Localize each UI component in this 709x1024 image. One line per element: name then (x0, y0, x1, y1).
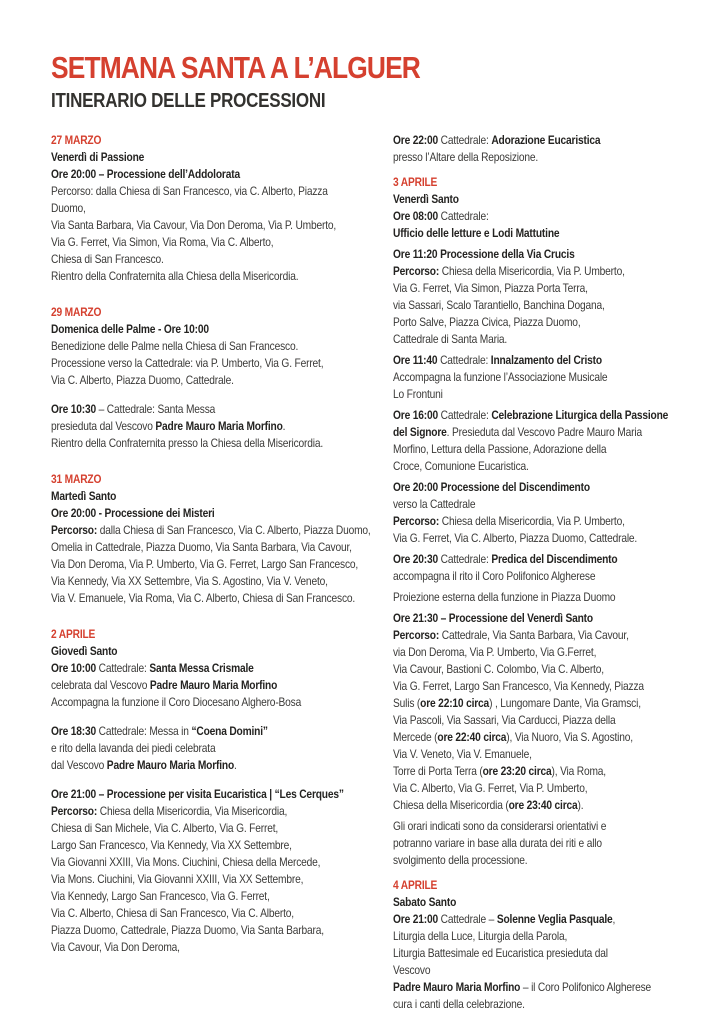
body-text: Cattedrale, Via Santa Barbara, Via Cavour, (439, 628, 629, 642)
body-text: Omelia in Cattedrale, Piazza Duomo, Via Santa Barbara, Via Cavour, (51, 540, 352, 554)
body-text: Processione verso la Cattedrale: via P. Umberto, Via G. Ferret, (51, 356, 324, 370)
bold-text: Ore 21:30 – Processione del Venerdì Santo (393, 611, 593, 625)
text-line (51, 694, 391, 711)
text-line (51, 643, 391, 660)
text-line (393, 644, 709, 661)
bold-text: Domenica delle Palme - Ore 10:00 (51, 322, 209, 336)
body-text: via Don Deroma, Via P. Umberto, Via G.Ferret, (393, 645, 597, 659)
body-text: ). (577, 798, 584, 812)
body-text: Chiesa della Misericordia, Via P. Umberto, (439, 264, 625, 278)
body-text: . (234, 758, 237, 772)
text-line (393, 695, 709, 712)
text-line (51, 401, 391, 418)
paragraph (393, 610, 709, 814)
body-text: Via C. Alberto, Via G. Ferret, Via P. Umberto, (393, 781, 588, 795)
bold-text: Percorso: (51, 523, 98, 537)
text-line (51, 854, 391, 871)
body-text: Via Kennedy, Largo San Francesco, Via G. Ferret, (51, 889, 270, 903)
text-line (393, 225, 709, 242)
body-text: Largo San Francesco, Via Kennedy, Via XX Settembre, (51, 838, 292, 852)
bold-text: “Coena Domini” (191, 724, 268, 738)
body-text: ) , Lungomare Dante, Via Gramsci, (489, 696, 641, 710)
paragraph (393, 894, 709, 1013)
paragraph (51, 321, 391, 389)
text-line (393, 386, 709, 403)
date-heading: 4 APRILE (393, 878, 438, 892)
body-text: , (612, 912, 616, 926)
right-column (393, 132, 709, 1013)
body-text: Liturgia Battesimale ed Eucaristica presieduta dal (393, 946, 608, 960)
text-line (393, 996, 709, 1013)
body-text: . Presieduta dal Vescovo Padre Mauro Maria (446, 425, 642, 439)
bold-text: Padre Mauro Maria Morfino (155, 419, 283, 433)
bold-text: Santa Messa Crismale (149, 661, 254, 675)
text-line (51, 677, 391, 694)
body-text: Chiesa della Misericordia ( (393, 798, 509, 812)
date-heading: 29 MARZO (51, 305, 102, 319)
date-heading: 27 MARZO (51, 133, 102, 147)
body-text: Vescovo (393, 963, 431, 977)
text-line (51, 573, 391, 590)
body-text: Torre di Porta Terra ( (393, 764, 483, 778)
text-line (393, 208, 709, 225)
body-text: Chiesa di San Michele, Via C. Alberto, Via G. Ferret, (51, 821, 279, 835)
bold-text: Ore 20:00 Processione del Discendimento (393, 480, 590, 494)
text-line (51, 505, 391, 522)
text-line (393, 246, 709, 263)
text-line (393, 263, 709, 280)
paragraph (51, 723, 391, 774)
bold-text: ore 22:40 circa (437, 730, 507, 744)
body-text: Via V. Emanuele, Via Roma, Via C. Alberto, Chiesa di San Francesco. (51, 591, 356, 605)
text-line (393, 352, 709, 369)
text-line (393, 979, 709, 996)
body-text: Percorso: dalla Chiesa di San Francesco, via C. Alberto, Piazza (51, 184, 328, 198)
text-line (51, 418, 391, 435)
date-heading: 3 APRILE (393, 175, 438, 189)
body-text: . (282, 419, 286, 433)
paragraph (393, 479, 709, 547)
body-text: celebrata dal Vescovo (51, 678, 150, 692)
text-line (51, 268, 391, 285)
text-line (393, 763, 709, 780)
text-line (393, 852, 709, 869)
bold-text: Celebrazione Liturgica della Passione (491, 408, 669, 422)
text-line (51, 372, 391, 389)
body-text: potranno variare in base alla durata dei riti e allo (393, 836, 602, 850)
bold-text: Ore 20:30 (393, 552, 441, 566)
body-text: – Cattedrale: Santa Messa (95, 402, 216, 416)
text-line (393, 149, 709, 166)
bold-text: Ore 10:00 (51, 661, 99, 675)
body-text: Via Don Deroma, Via P. Umberto, Via G. Ferret, Largo San Francesco, (51, 557, 359, 571)
text-line (51, 488, 391, 505)
bold-text: Ore 18:30 (51, 724, 99, 738)
paragraph (51, 401, 391, 452)
paragraph (51, 149, 391, 285)
text-line (393, 835, 709, 852)
text-line (51, 556, 391, 573)
bold-text: Padre Mauro Maria Morfino (149, 678, 278, 692)
paragraph (51, 643, 391, 711)
bold-text: Ore 21:00 – Processione per visita Eucaristica | “Les Cerques” (51, 787, 344, 801)
body-text: Via G. Ferret, Via Simon, Piazza Porta Terra, (393, 281, 588, 295)
text-line (393, 479, 709, 496)
paragraph (393, 132, 709, 166)
body-text: dalla Chiesa di San Francesco, Via C. Alberto, Piazza Duomo, (97, 523, 371, 537)
bold-text: Ore 21:00 (393, 912, 441, 926)
body-text: Via Giovanni XXIII, Via Mons. Ciuchini, Chiesa della Mercede, (51, 855, 321, 869)
body-text: Cattedrale: Messa in (98, 724, 192, 738)
bold-text: Percorso: (393, 628, 440, 642)
body-text: Chiesa della Misericordia, Via P. Umberto, (439, 514, 625, 528)
bold-text: ore 22:10 circa (420, 696, 490, 710)
page-subtitle: ITINERARIO DELLE PROCESSIONI (51, 89, 326, 112)
bold-text: Percorso: (393, 514, 440, 528)
bold-text: Ore 08:00 (393, 209, 441, 223)
paragraph (51, 488, 391, 607)
body-text: Via Kennedy, Via XX Settembre, Via S. Agostino, Via V. Veneto, (51, 574, 328, 588)
text-line (51, 217, 391, 234)
text-line (393, 513, 709, 530)
body-text: Cattedrale: (440, 209, 489, 223)
text-line (393, 496, 709, 513)
text-line (393, 424, 709, 441)
body-text: Piazza Duomo, Cattedrale, Piazza Duomo, Via Santa Barbara, (51, 923, 324, 937)
text-line (51, 355, 391, 372)
bold-text: Martedì Santo (51, 489, 117, 503)
bold-text: ore 23:20 circa (482, 764, 552, 778)
body-text: Via G. Ferret, Via Simon, Via Roma, Via C. Alberto, (51, 235, 274, 249)
bold-text: Giovedì Santo (51, 644, 118, 658)
bold-text: Sabato Santo (393, 895, 457, 909)
body-text: Via Cavour, Via Don Deroma, (51, 940, 180, 954)
text-line (393, 610, 709, 627)
body-text: Chiesa di San Francesco. (51, 252, 164, 266)
body-text: ), Via Nuoro, Via S. Agostino, (506, 730, 633, 744)
paragraph (393, 246, 709, 348)
body-text: Porto Salve, Piazza Civica, Piazza Duomo, (393, 315, 581, 329)
text-line (51, 786, 391, 803)
body-text: via Sassari, Scalo Tarantiello, Banchina Dogana, (393, 298, 605, 312)
paragraph (393, 407, 709, 475)
body-text: presieduta dal Vescovo (51, 419, 156, 433)
body-text: Accompagna la funzione il Coro Diocesano Alghero-Bosa (51, 695, 302, 709)
text-line (51, 251, 391, 268)
body-text: Cattedrale di Santa Maria. (393, 332, 508, 346)
bold-text: Ore 10:30 (51, 402, 96, 416)
body-text: dal Vescovo (51, 758, 107, 772)
body-text: Rientro della Confraternita presso la Chiesa della Misericordia. (51, 436, 324, 450)
bold-text: del Signore (393, 425, 447, 439)
text-line (393, 911, 709, 928)
text-line (393, 780, 709, 797)
body-text: Cattedrale: (440, 552, 492, 566)
paragraph (393, 191, 709, 242)
text-line (393, 962, 709, 979)
body-text: svolgimento della processione. (393, 853, 528, 867)
bold-text: Ufficio delle letture e Lodi Mattutine (393, 226, 560, 240)
text-line (393, 132, 709, 149)
body-text: Via G. Ferret, Via C. Alberto, Piazza Duomo, Cattedrale. (393, 531, 638, 545)
text-line (51, 539, 391, 556)
body-text: Sulis ( (393, 696, 421, 710)
bold-text: Ore 16:00 (393, 408, 441, 422)
body-text: Liturgia della Luce, Liturgia della Parola, (393, 929, 568, 943)
body-text: Via Mons. Ciuchini, Via Giovanni XXIII, Via XX Settembre, (51, 872, 304, 886)
body-text: Cattedrale: (440, 353, 491, 367)
text-line (51, 820, 391, 837)
text-line (51, 590, 391, 607)
text-line (51, 939, 391, 956)
paragraph (51, 786, 391, 956)
bold-text: Innalzamento del Cristo (490, 353, 602, 367)
body-text: Via Cavour, Bastioni C. Colombo, Via C. Alberto, (393, 662, 604, 676)
bold-text: Ore 20:00 - Processione dei Misteri (51, 506, 215, 520)
text-line (51, 837, 391, 854)
text-line (393, 627, 709, 644)
body-text: – il Coro Polifonico Algherese (520, 980, 652, 994)
body-text: Croce, Comunione Eucaristica. (393, 459, 529, 473)
text-line (393, 729, 709, 746)
body-text: Via V. Veneto, Via V. Emanuele, (393, 747, 532, 761)
text-line (393, 661, 709, 678)
text-line (393, 551, 709, 568)
text-line (393, 331, 709, 348)
body-text: Via Pascoli, Via Sassari, Via Carducci, Piazza della (393, 713, 616, 727)
left-column (51, 132, 391, 956)
bold-text: Venerdì di Passione (51, 150, 145, 164)
body-text: Accompagna la funzione l’Associazione Musicale (393, 370, 608, 384)
bold-text: Padre Mauro Maria Morfino (106, 758, 235, 772)
text-line (51, 435, 391, 452)
body-text: verso la Cattedrale (393, 497, 476, 511)
text-line (51, 871, 391, 888)
body-text: Via Santa Barbara, Via Cavour, Via Don Deroma, Via P. Umberto, (51, 218, 337, 232)
paragraph (393, 352, 709, 403)
body-text: ), Via Roma, (551, 764, 606, 778)
text-line (51, 183, 391, 200)
text-line (51, 660, 391, 677)
bold-text: Ore 11:40 (393, 353, 441, 367)
paragraph (393, 818, 709, 869)
text-line (393, 746, 709, 763)
text-line (393, 530, 709, 547)
text-line (393, 928, 709, 945)
body-text: Cattedrale: (440, 133, 492, 147)
text-line (393, 894, 709, 911)
date-heading: 31 MARZO (51, 472, 102, 486)
body-text: Chiesa della Misericordia, Via Misericordia, (97, 804, 288, 818)
text-line (393, 945, 709, 962)
text-line (393, 407, 709, 424)
bold-text: Padre Mauro Maria Morfino (393, 980, 521, 994)
paragraph (393, 551, 709, 585)
text-line (51, 166, 391, 183)
text-line (393, 818, 709, 835)
body-text: accompagna il rito il Coro Polifonico Algherese (393, 569, 596, 583)
body-text: Via G. Ferret, Largo San Francesco, Via Kennedy, Piazza (393, 679, 644, 693)
text-line (51, 757, 391, 774)
body-text: Via C. Alberto, Piazza Duomo, Cattedrale. (51, 373, 234, 387)
body-text: e rito della lavanda dei piedi celebrata (51, 741, 216, 755)
body-text: Proiezione esterna della funzione in Piazza Duomo (393, 590, 616, 604)
text-line (51, 522, 391, 539)
text-line (51, 803, 391, 820)
bold-text: Predica del Discendimento (491, 552, 618, 566)
text-line (393, 369, 709, 386)
date-heading: 2 APRILE (51, 627, 96, 641)
text-line (51, 922, 391, 939)
body-text: Cattedrale – (440, 912, 497, 926)
body-text: Duomo, (51, 201, 86, 215)
body-text: Morfino, Lettura della Passione, Adorazione della (393, 442, 607, 456)
body-text: presso l’Altare della Reposizione. (393, 150, 539, 164)
text-line (51, 905, 391, 922)
text-line (51, 888, 391, 905)
text-line (393, 314, 709, 331)
text-line (393, 191, 709, 208)
body-text: Rientro della Confraternita alla Chiesa della Misericordia. (51, 269, 299, 283)
text-line (393, 297, 709, 314)
bold-text: Ore 22:00 (393, 133, 441, 147)
body-text: Mercede ( (393, 730, 438, 744)
body-text: Via C. Alberto, Chiesa di San Francesco, Via C. Alberto, (51, 906, 294, 920)
text-line (51, 321, 391, 338)
page-header (51, 52, 493, 112)
body-text: Lo Frontuni (393, 387, 443, 401)
text-line (393, 568, 709, 585)
text-line (51, 149, 391, 166)
bold-text: Ore 20:00 – Processione dell’Addolorata (51, 167, 240, 181)
bold-text: Ore 11:20 Processione della Via Crucis (393, 247, 575, 261)
body-text: Cattedrale: (98, 661, 150, 675)
text-line (51, 338, 391, 355)
text-line (393, 589, 709, 606)
text-line (393, 280, 709, 297)
body-text: cura i canti della celebrazione. (393, 997, 525, 1011)
text-line (393, 678, 709, 695)
text-line (51, 234, 391, 251)
bold-text: Venerdì Santo (393, 192, 459, 206)
bold-text: Percorso: (393, 264, 440, 278)
text-line (393, 797, 709, 814)
text-line (393, 458, 709, 475)
bold-text: Adorazione Eucaristica (491, 133, 601, 147)
text-line (51, 723, 391, 740)
body-text: Cattedrale: (440, 408, 492, 422)
bold-text: Percorso: (51, 804, 98, 818)
page-title: SETMANA SANTA A L’ALGUER (51, 50, 420, 85)
text-line (393, 712, 709, 729)
text-line (51, 740, 391, 757)
bold-text: ore 23:40 circa (508, 798, 578, 812)
text-line (51, 200, 391, 217)
text-line (393, 441, 709, 458)
body-text: Benedizione delle Palme nella Chiesa di San Francesco. (51, 339, 299, 353)
body-text: Gli orari indicati sono da considerarsi orientativi e (393, 819, 607, 833)
paragraph (393, 589, 709, 606)
bold-text: Solenne Veglia Pasquale (496, 912, 613, 926)
